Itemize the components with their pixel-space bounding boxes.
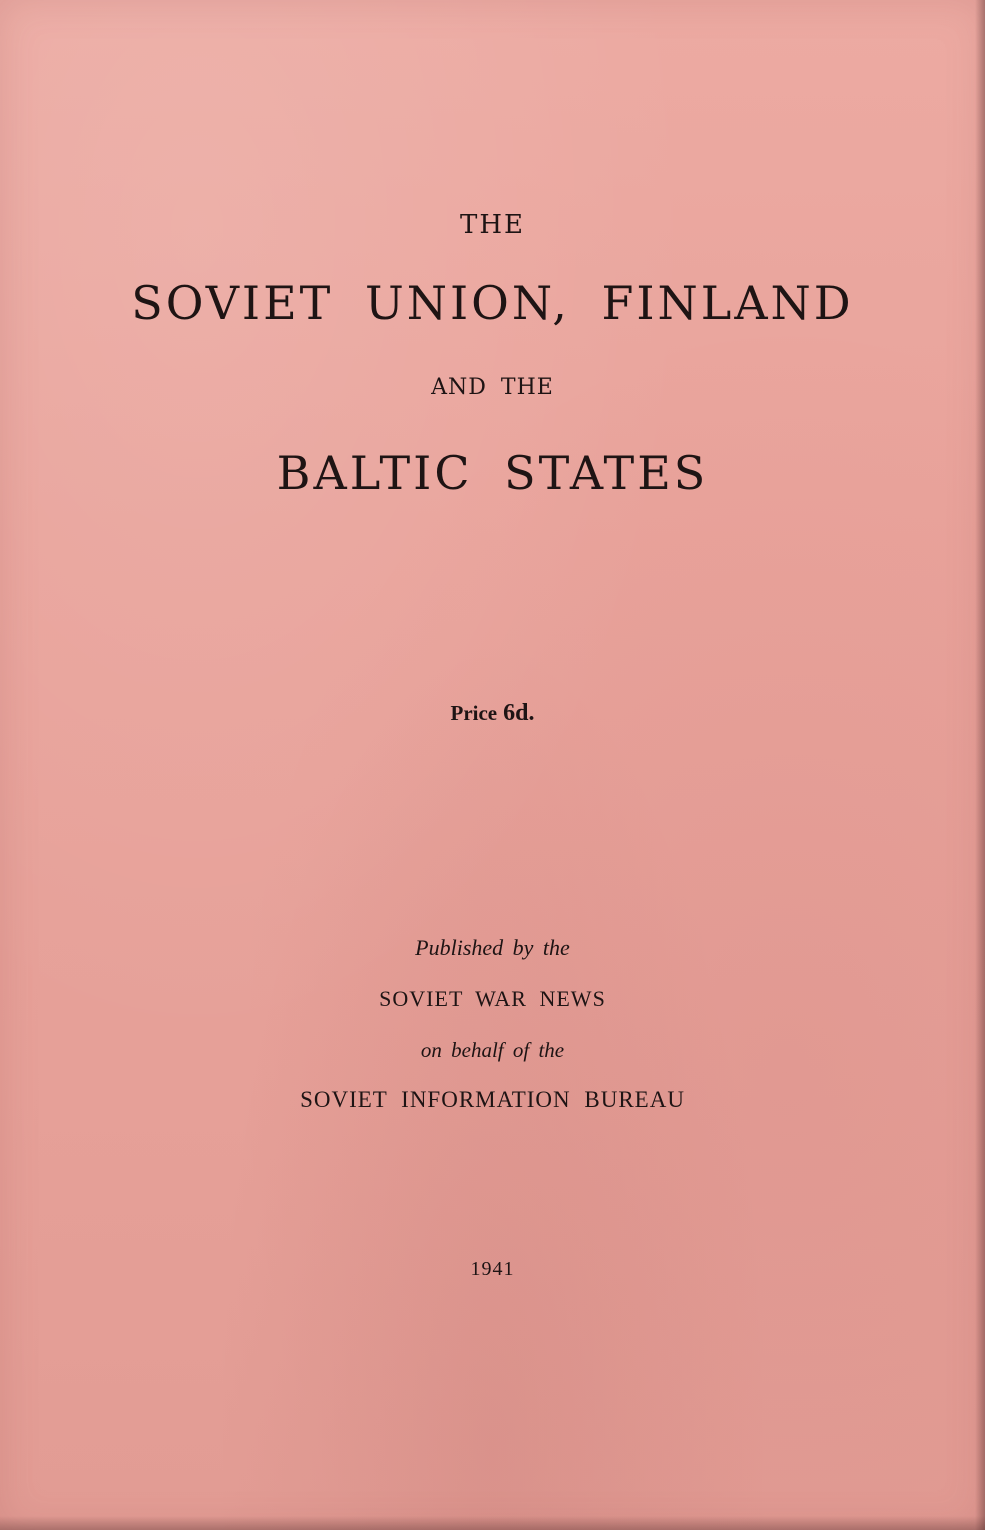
title-connector: AND THE	[431, 375, 554, 400]
price-value: 6d.	[503, 700, 535, 726]
subtitle: BALTIC STATES	[276, 446, 709, 500]
publisher-intro: Published by the	[415, 935, 570, 960]
main-title: SOVIET UNION, FINLAND	[131, 276, 854, 330]
behalf-intro: on behalf of the	[420, 1038, 565, 1062]
price	[0, 700, 985, 727]
organization-name: SOVIET INFORMATION BUREAU	[300, 1087, 685, 1112]
pretitle: THE	[460, 210, 525, 240]
page-edge-shadow-bottom	[0, 1516, 985, 1530]
publisher-name: SOVIET WAR NEWS	[379, 986, 606, 1011]
price-label: Price	[450, 701, 498, 725]
publication-year: 1941	[470, 1258, 515, 1280]
